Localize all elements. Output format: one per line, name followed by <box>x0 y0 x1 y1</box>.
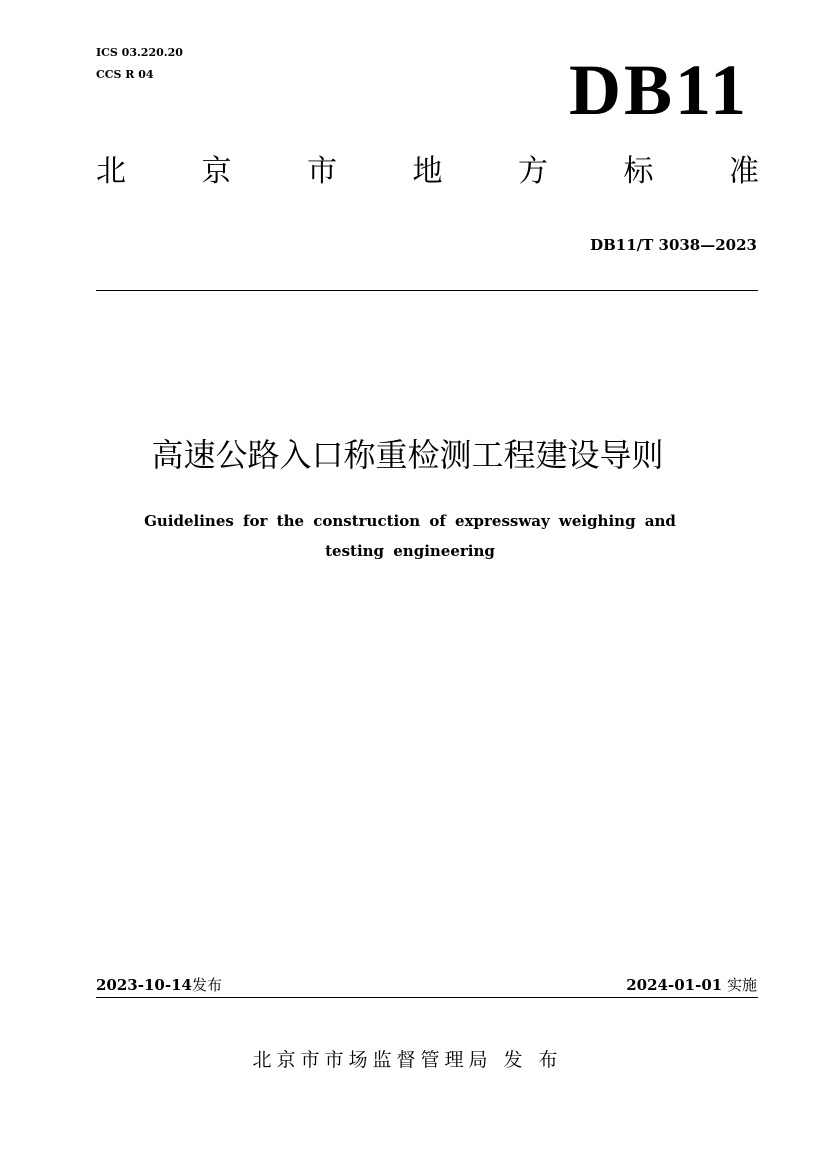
standard-type-char: 北 <box>96 154 126 189</box>
ics-code: ICS 03.220.20 <box>96 46 183 59</box>
issuer-suffix: 发 布 <box>503 1049 563 1071</box>
implement-date-block <box>626 974 757 995</box>
ccs-code: CCS R 04 <box>96 68 154 81</box>
document-title-en-line: Guidelines for the construction of expressway weighing and <box>144 512 676 530</box>
document-title-en <box>90 506 730 566</box>
standard-type-char: 方 <box>518 154 548 189</box>
footer-divider <box>96 997 758 998</box>
header-divider <box>96 290 758 291</box>
issue-date-block <box>96 974 222 995</box>
issuer-block <box>0 1045 815 1072</box>
issuer-name: 北京市市场监督管理局 <box>252 1049 493 1071</box>
document-title-cn: 高速公路入口称重检测工程建设导则 <box>151 436 664 474</box>
implement-label: 实施 <box>726 976 757 994</box>
standard-type-char: 市 <box>307 154 337 189</box>
classification-codes <box>96 42 183 86</box>
issue-label: 发布 <box>191 976 222 994</box>
issue-date: 2023-10-14 <box>96 976 192 994</box>
standard-type-char: 准 <box>729 154 759 189</box>
db11-logo: DB11 <box>568 50 749 130</box>
standard-type-char: 标 <box>623 154 654 189</box>
standard-number: DB11/T 3038—2023 <box>590 236 757 254</box>
standard-type-char: 京 <box>201 154 232 189</box>
standard-type-title <box>96 150 759 194</box>
implement-date: 2024-01-01 <box>626 976 723 994</box>
document-title-en-line: testing engineering <box>325 542 495 560</box>
standard-type-char: 地 <box>412 154 443 189</box>
